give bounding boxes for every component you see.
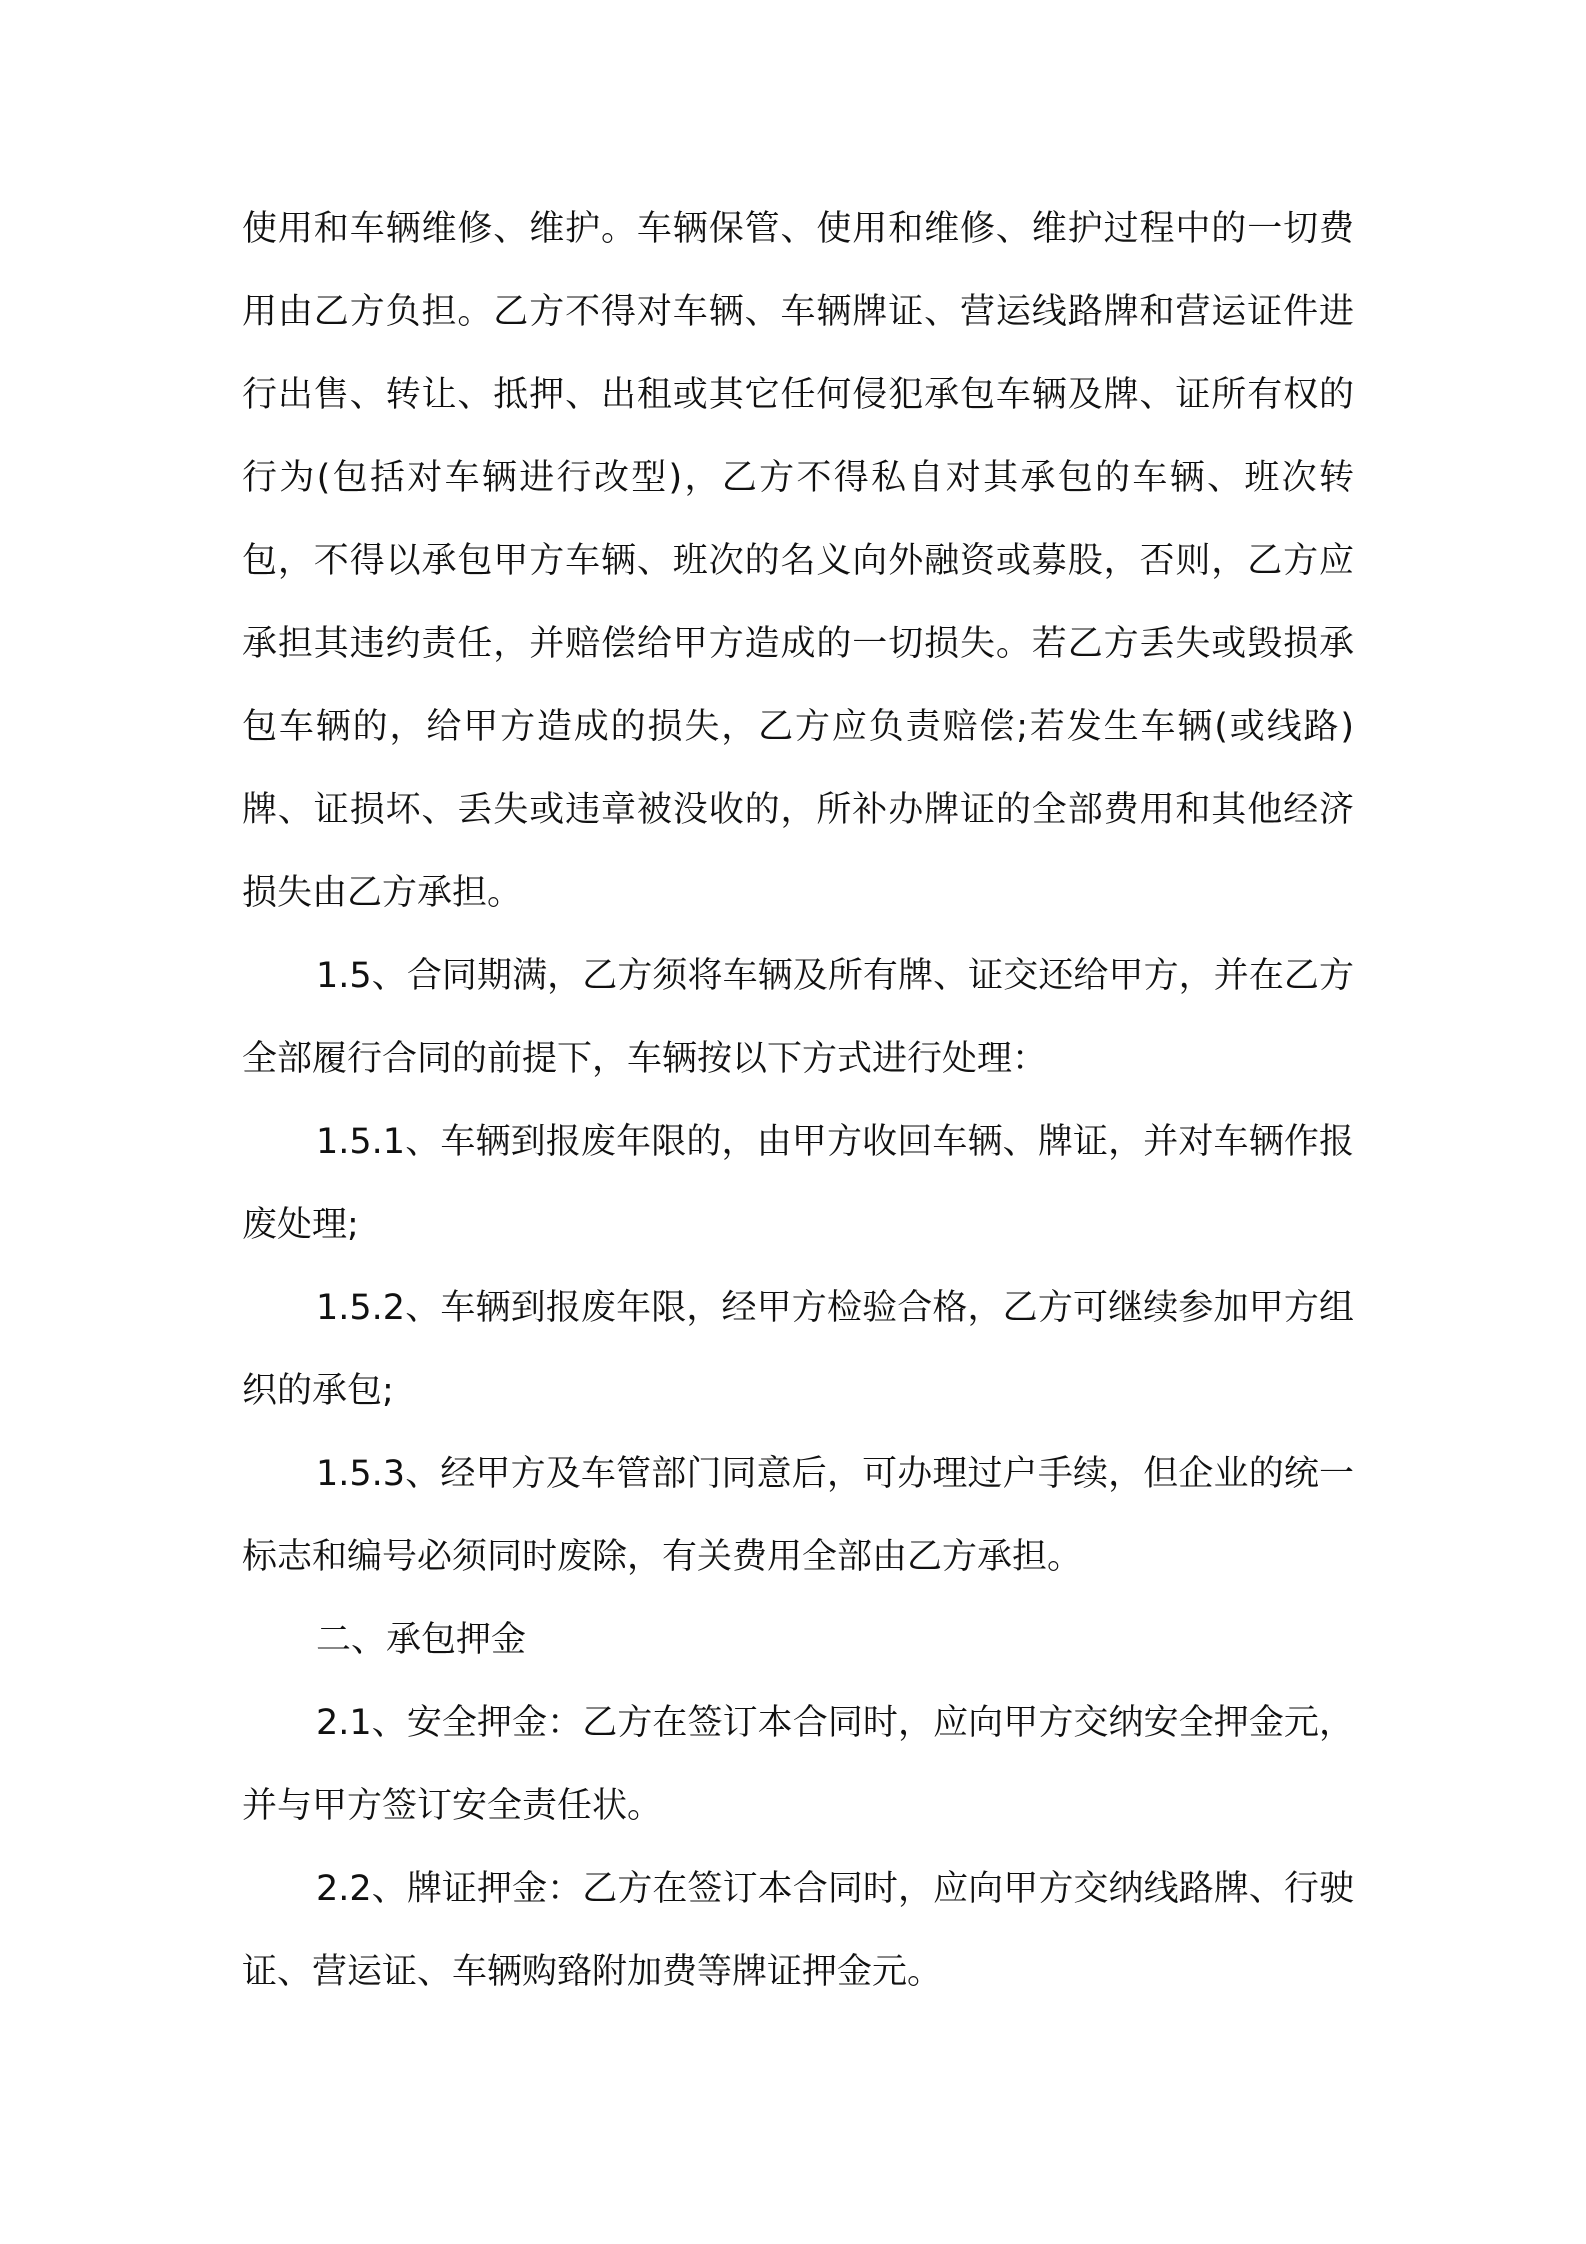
paragraph-clause-2-2: 2.2、牌证押金：乙方在签订本合同时，应向甲方交纳线路牌、行驶证、营运证、车辆购臵附加费等牌证押金元。 (242, 1869, 1354, 1992)
paragraph-clause-2-1: 2.1、安全押金：乙方在签订本合同时，应向甲方交纳安全押金元，并与甲方签订安全责任状。 (242, 1703, 1354, 1826)
paragraph-clause-1-5-1: 1.5.1、车辆到报废年限的，由甲方收回车辆、牌证，并对车辆作报废处理; (242, 1122, 1354, 1245)
paragraph-clause-1-5-3: 1.5.3、经甲方及车管部门同意后，可办理过户手续，但企业的统一标志和编号必须同时废除，有关费用全部由乙方承担。 (242, 1454, 1354, 1577)
paragraph-clause-1-5-2: 1.5.2、车辆到报废年限，经甲方检验合格，乙方可继续参加甲方组织的承包; (242, 1288, 1354, 1411)
document-body (242, 188, 1354, 2014)
section-heading-deposit: 二、承包押金 (316, 1620, 527, 1660)
paragraph-vehicle-use-and-maintenance: 使用和车辆维修、维护。车辆保管、使用和维修、维护过程中的一切费用由乙方负担。乙方不得对车辆、车辆牌证、营运线路牌和营运证件进行出售、转让、抵押、出租或其它任何侵犯承包车辆及牌、证所有权的行为(包括对车辆进行改型)，乙方不得私自对其承包的车辆、班次转包，不得以承包甲方车辆、班次的名义向外融资或募股，否则，乙方应承担其违约责任，并赔偿给甲方造成的一切损失。若乙方丢失或毁损承包车辆的，给甲方造成的损失，乙方应负责赔偿;若发生车辆(或线路)牌、证损坏、丢失或违章被没收的，所补办牌证的全部费用和其他经济损失由乙方承担。 (242, 209, 1354, 913)
paragraph-clause-1-5: 1.5、合同期满，乙方须将车辆及所有牌、证交还给甲方，并在乙方全部履行合同的前提下，车辆按以下方式进行处理： (242, 956, 1354, 1079)
